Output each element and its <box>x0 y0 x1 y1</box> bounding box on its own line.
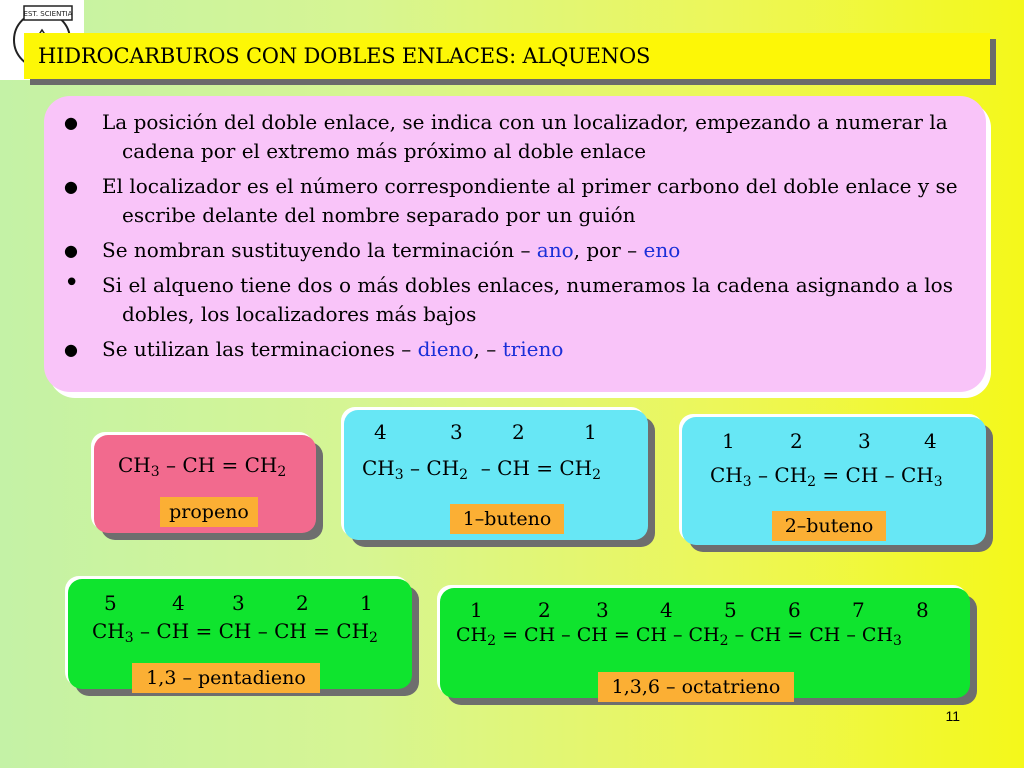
carbon-number: 1 <box>722 429 735 453</box>
bullet-icon: ● <box>64 113 78 132</box>
carbon-number: 4 <box>924 429 937 453</box>
compound-name: 1,3 – pentadieno <box>132 663 320 693</box>
carbon-number: 2 <box>538 598 551 622</box>
rules-box <box>44 96 986 392</box>
bullet-item: ● El localizador es el número correspondiente al primer carbono del doble enlace y se escribe delante del nombre separado por un guión <box>64 174 958 227</box>
formula: $CH_3$ – CH = CH – CH = $CH_2$ <box>92 619 378 646</box>
carbon-number: 6 <box>788 598 801 622</box>
carbon-number: 3 <box>450 420 463 444</box>
compound-name: 1–buteno <box>450 504 564 534</box>
carbon-number: 4 <box>172 591 185 615</box>
carbon-number: 1 <box>360 591 373 615</box>
formula: $CH_3 - CH_2$ – CH = $CH_2$ <box>362 456 602 483</box>
bullet-item: ● Se utilizan las terminaciones – dieno, – trieno <box>62 335 970 364</box>
bullet-icon: ● <box>64 340 78 359</box>
carbon-number: 2 <box>296 591 309 615</box>
bullet-icon: ● <box>64 177 78 196</box>
carbon-number: 4 <box>660 598 673 622</box>
carbon-number: 1 <box>470 598 483 622</box>
carbon-number: 1 <box>584 420 597 444</box>
compound-name: 2–buteno <box>772 511 886 541</box>
compound-name: propeno <box>160 497 258 527</box>
propeno-card <box>94 435 316 533</box>
carbon-number: 5 <box>724 598 737 622</box>
carbon-number: 8 <box>916 598 929 622</box>
title-banner <box>24 33 990 79</box>
formula: $CH_3 - CH_2$ = CH – $CH_3$ <box>710 463 943 490</box>
buteno2-card <box>682 417 986 545</box>
bullet-item: ● La posición del doble enlace, se indica con un localizador, empezando a numerar la cadena por el extremo más próximo al doble enlace <box>64 110 948 163</box>
bullet-icon: • <box>64 268 80 298</box>
carbon-number: 2 <box>790 429 803 453</box>
bullet-item: ● Se nombran sustituyendo la terminación – ano, por – eno <box>62 236 970 265</box>
carbon-number: 3 <box>858 429 871 453</box>
octatrieno-card <box>440 588 970 698</box>
carbon-number: 2 <box>512 420 525 444</box>
svg-text:EST. SCIENTIA: EST. SCIENTIA <box>23 10 73 18</box>
pentadieno-card <box>68 579 412 689</box>
page-number: 11 <box>945 708 960 724</box>
carbon-number: 4 <box>374 420 387 444</box>
carbon-number: 7 <box>852 598 865 622</box>
carbon-number: 3 <box>596 598 609 622</box>
bullet-icon: ● <box>64 241 78 260</box>
carbon-number: 5 <box>104 591 117 615</box>
buteno1-card <box>344 410 648 540</box>
bullet-item: • Si el alqueno tiene dos o más dobles enlaces, numeramos la cadena asignando a los dobles, los localizadores más bajos <box>64 268 953 326</box>
formula: $CH_2$ = CH – CH = CH – $CH_2$ – CH = CH – $CH_3$ <box>456 624 902 649</box>
formula: $CH_3$ – CH = $CH_2$ <box>118 453 287 480</box>
compound-name: 1,3,6 – octatrieno <box>598 672 794 702</box>
carbon-number: 3 <box>232 591 245 615</box>
page-title: HIDROCARBUROS CON DOBLES ENLACES: ALQUENOS <box>38 44 651 68</box>
